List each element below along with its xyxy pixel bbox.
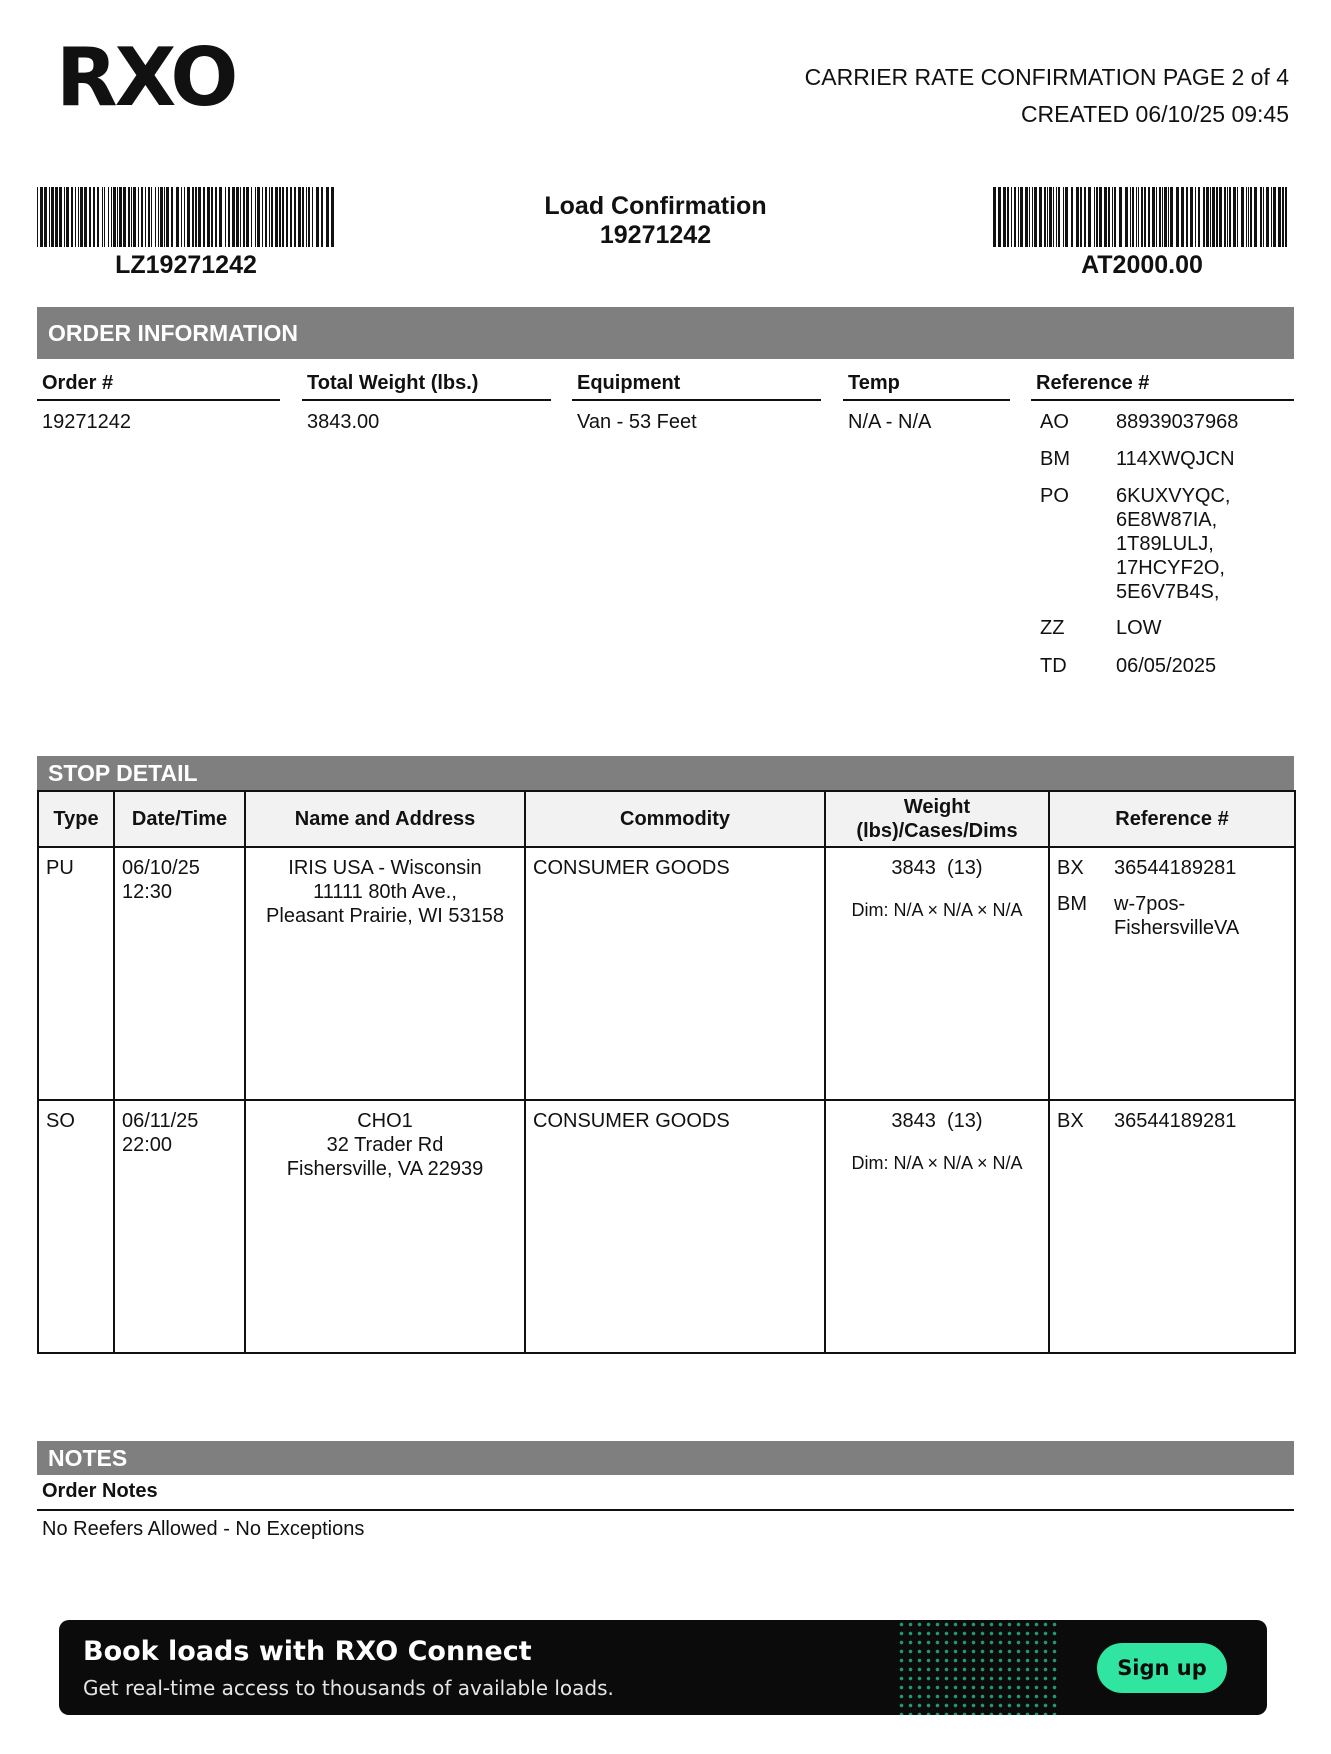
- stop-reference-code: BX: [1057, 857, 1084, 879]
- stop-name: IRIS USA - Wisconsin: [288, 857, 482, 879]
- stop-time: 12:30: [122, 881, 173, 903]
- reference-column-header: Reference #: [1031, 372, 1294, 401]
- stop-time: 22:00: [122, 1134, 173, 1156]
- temp: N/A - N/A: [848, 411, 932, 433]
- total-weight-column-header: Total Weight (lbs.): [302, 372, 551, 401]
- banner-subtitle: Get real-time access to thousands of available loads.: [83, 1676, 614, 1700]
- stop-weight-cell: [825, 1100, 1049, 1353]
- stop-datetime: [114, 847, 245, 1100]
- stop-commodity: CONSUMER GOODS: [525, 1100, 825, 1353]
- stop-reference-column-header: Reference #: [1049, 791, 1295, 847]
- order-number: 19271242: [42, 411, 131, 433]
- table-row: [38, 1100, 1295, 1353]
- equipment-column-header: Equipment: [572, 372, 821, 401]
- reference-code: PO: [1040, 485, 1069, 507]
- stop-references: [1049, 847, 1295, 1100]
- reference-value: 06/05/2025: [1116, 655, 1217, 677]
- commodity-column-header: Commodity: [525, 791, 825, 847]
- order-reference-list: [1040, 410, 1294, 680]
- amount-barcode-label: AT2000.00: [1081, 251, 1203, 279]
- stop-weight-cell: [825, 847, 1049, 1100]
- stop-name: CHO1: [357, 1110, 413, 1132]
- stop-commodity: CONSUMER GOODS: [525, 847, 825, 1100]
- rxo-connect-banner[interactable]: [59, 1620, 1267, 1715]
- stop-weight: 3843 (13): [891, 1110, 983, 1132]
- document-title: CARRIER RATE CONFIRMATION PAGE 2 of 4: [804, 64, 1289, 90]
- order-barcode-label: LZ19271242: [115, 251, 257, 279]
- rxo-logo: RXO: [56, 31, 236, 124]
- reference-value: 6KUXVYQC, 6E8W87IA, 1T89LULJ, 17HCYF2O, 5E6V7B4S,: [1116, 485, 1231, 603]
- weight-column-header: Weight (lbs)/Cases/Dims: [825, 791, 1049, 847]
- stop-address: [245, 847, 525, 1100]
- stop-type: SO: [38, 1100, 114, 1353]
- stop-date: 06/10/25: [122, 857, 200, 879]
- stop-references: [1049, 1100, 1295, 1353]
- reference-code: ZZ: [1040, 617, 1065, 639]
- stop-dims: Dim: N/A × N/A × N/A: [851, 1153, 1023, 1173]
- reference-code: BM: [1040, 448, 1070, 470]
- stop-reference-value: 36544189281: [1114, 1110, 1237, 1132]
- load-confirmation-title: Load Confirmation: [544, 192, 767, 220]
- stop-city: Fishersville, VA 22939: [286, 1158, 484, 1180]
- stop-reference-code: BM: [1057, 893, 1087, 915]
- reference-value: LOW: [1116, 617, 1162, 639]
- load-number: 19271242: [599, 221, 712, 249]
- table-row: [38, 847, 1295, 1100]
- stop-detail-header: STOP DETAIL: [37, 756, 1294, 790]
- temp-column-header: Temp: [843, 372, 1010, 401]
- stop-reference-value: w-7pos-FishersvilleVA: [1114, 893, 1240, 939]
- reference-code: TD: [1040, 655, 1067, 677]
- notes-header: NOTES: [37, 1441, 1294, 1475]
- banner-dot-pattern: [897, 1620, 1057, 1715]
- order-notes-text: No Reefers Allowed - No Exceptions: [42, 1518, 365, 1540]
- banner-title: Book loads with RXO Connect: [83, 1636, 532, 1667]
- stop-date: 06/11/25: [122, 1110, 199, 1132]
- sign-up-button[interactable]: Sign up: [1097, 1643, 1227, 1693]
- reference-value: 88939037968: [1116, 411, 1239, 433]
- equipment: Van - 53 Feet: [577, 411, 697, 433]
- stop-type: PU: [38, 847, 114, 1100]
- stop-address: [245, 1100, 525, 1353]
- created-timestamp: CREATED 06/10/25 09:45: [1020, 101, 1289, 127]
- stop-street: 32 Trader Rd: [326, 1134, 444, 1156]
- order-number-column-header: Order #: [37, 372, 280, 401]
- reference-value: 114XWQJCN: [1116, 448, 1235, 470]
- order-notes-heading: Order Notes: [37, 1480, 1294, 1511]
- stop-weight: 3843 (13): [891, 857, 983, 879]
- order-information-header: ORDER INFORMATION: [37, 307, 1294, 359]
- stop-datetime: [114, 1100, 245, 1353]
- stop-street: 11111 80th Ave.,: [313, 881, 457, 903]
- total-weight: 3843.00: [307, 411, 380, 433]
- stop-table-header-row: [38, 791, 1295, 847]
- stop-reference-value: 36544189281: [1114, 857, 1237, 879]
- stop-reference-code: BX: [1057, 1110, 1084, 1132]
- type-column-header: Type: [38, 791, 114, 847]
- name-address-column-header: Name and Address: [245, 791, 525, 847]
- datetime-column-header: Date/Time: [114, 791, 245, 847]
- stop-detail-table: [37, 790, 1296, 1354]
- stop-city: Pleasant Prairie, WI 53158: [266, 905, 504, 927]
- reference-code: AO: [1040, 411, 1069, 433]
- stop-dims: Dim: N/A × N/A × N/A: [851, 900, 1023, 920]
